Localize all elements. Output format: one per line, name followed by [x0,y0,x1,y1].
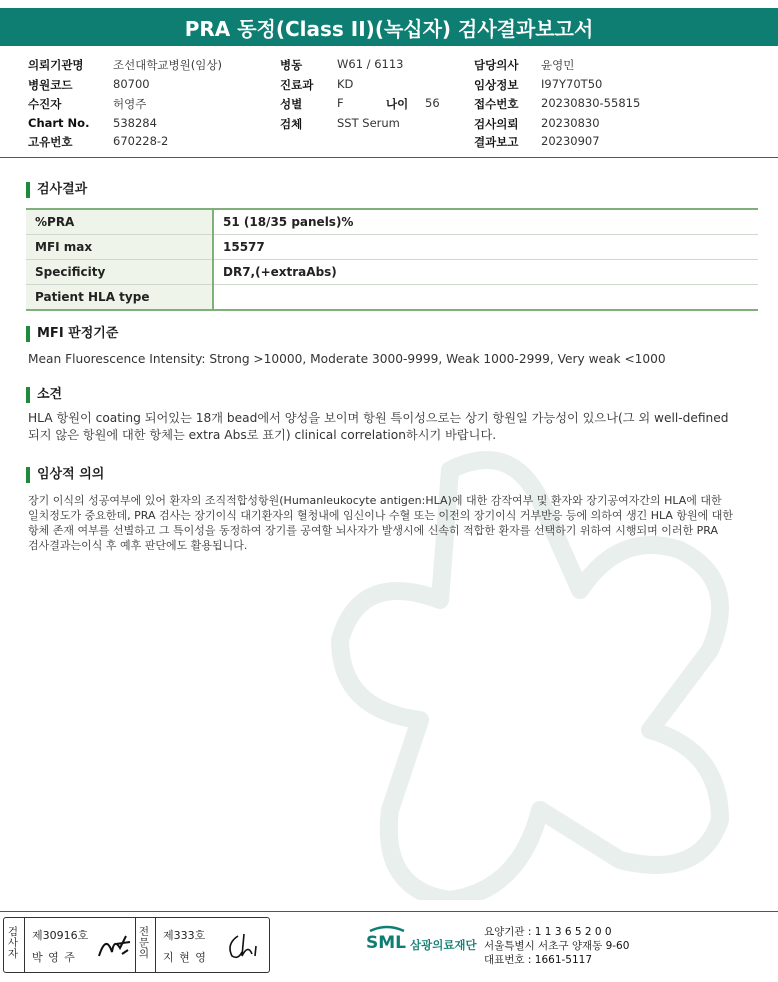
ward-value: W61 / 6113 [337,57,404,71]
phone: 대표번호 : 1661-5117 [484,954,593,966]
accession-value: 20230830-55815 [541,96,641,110]
result-key: Specificity [26,260,213,285]
clinical-line: 항체 존재 여부를 선별하고 그 특이성을 동정하여 장기를 공여할 뇌사자가 발생시에 신속히 적합한 환자를 선택하기 위하여 시행되며 이러한 PRA [28,524,718,537]
patient-info [0,0,778,160]
doctor-label: 담당의사 [474,58,519,72]
patient-value: 허영주 [113,97,147,111]
sex-value: F [337,96,344,110]
report-date-label: 결과보고 [474,135,519,149]
divider [155,918,156,972]
logo-text: SML [366,933,406,953]
tester-signature [96,930,134,962]
accession-label: 접수번호 [474,97,519,111]
table-row [26,285,758,311]
specialist-signature [224,930,262,962]
address: 서울특별시 서초구 양재동 9-60 [484,940,630,952]
request-date-label: 검사의뢰 [474,117,519,131]
report-date-value: 20230907 [541,134,600,148]
table-row [26,209,758,235]
header-divider [0,157,778,158]
result-value: 51 (18/35 panels)% [213,209,758,235]
opinion-line: 되지 않은 항원에 대한 항체는 extra Abs로 표기) clinical correlation하시기 바랍니다. [28,428,497,442]
tester-license: 제30916호 [32,929,89,942]
org-name: 삼광의료재단 [410,938,477,952]
institution-code: 요양기관 : 1 1 3 6 5 2 0 0 [484,926,612,938]
report-title: PRA 동정(Class II)(녹십자) 검사결과보고서 [0,8,778,46]
chart-value: 538284 [113,116,157,130]
clinical-line: 일치정도가 중요한데, PRA 검사는 장기이식 대기환자의 혈청내에 임신이나 수혈 또는 이전의 장기이식 거부반응 등에 의하여 생긴 HLA 항원에 대한 [28,509,734,522]
request-date-value: 20230830 [541,116,600,130]
specialist-label: 전문의 [138,926,150,960]
tester-name: 박 영 주 [32,951,76,964]
dept-value: KD [337,77,354,91]
specimen-value: SST Serum [337,116,400,130]
result-value: DR7,(+extraAbs) [213,260,758,285]
result-key: Patient HLA type [26,285,213,311]
sex-label: 성별 [280,97,303,111]
clinical-info-value: I97Y70T50 [541,77,603,91]
specialist-name: 지 현 영 [163,951,207,964]
signature-box [3,917,270,973]
clinical-info-label: 임상정보 [474,78,519,92]
ward-label: 병동 [280,58,303,72]
result-value [213,285,758,311]
table-row [26,260,758,285]
opinion-heading: 소견 [26,387,62,403]
id-value: 670228-2 [113,134,169,148]
mfi-heading: MFI 판정기준 [26,326,118,342]
result-key: %PRA [26,209,213,235]
hospital-value: 조선대학교병원(임상) [113,58,222,72]
age-label: 나이 [386,97,409,111]
divider [135,918,136,972]
code-value: 80700 [113,77,150,91]
specimen-label: 검체 [280,117,303,131]
footer-divider [0,911,778,912]
opinion-line: HLA 항원이 coating 되어있는 18개 bead에서 양성을 보이며 항원 특이성으로는 상기 항원일 가능성이 있으나(그 외 well-defined [28,411,729,425]
dept-label: 진료과 [280,78,314,92]
table-row [26,235,758,260]
id-label: 고유번호 [28,135,73,149]
results-heading: 검사결과 [26,182,87,198]
tester-label: 검사자 [7,926,19,960]
result-key: MFI max [26,235,213,260]
divider [24,918,25,972]
clinical-line: 장기 이식의 성공여부에 있어 환자의 조직적합성항원(Humanleukocyte antigen:HLA)에 대한 감작여부 및 환자와 장기공여자간의 HLA에 대한 [28,494,722,507]
mfi-text: Mean Fluorescence Intensity: Strong >10000, Moderate 3000-9999, Weak 1000-2999, Very weak <1000 [28,352,666,366]
age-value: 56 [425,96,440,110]
code-label: 병원코드 [28,78,73,92]
results-table [26,208,758,311]
chart-label: Chart No. [28,116,90,130]
specialist-license: 제333호 [163,929,206,942]
clinical-line: 검사결과는이식 후 예후 판단에도 활용됩니다. [28,539,248,552]
result-value: 15577 [213,235,758,260]
institution-info [484,925,629,967]
clinical-heading: 임상적 의의 [26,467,104,483]
patient-label: 수진자 [28,97,62,111]
doctor-value: 윤영민 [541,58,575,72]
hospital-label: 의뢰기관명 [28,58,84,72]
